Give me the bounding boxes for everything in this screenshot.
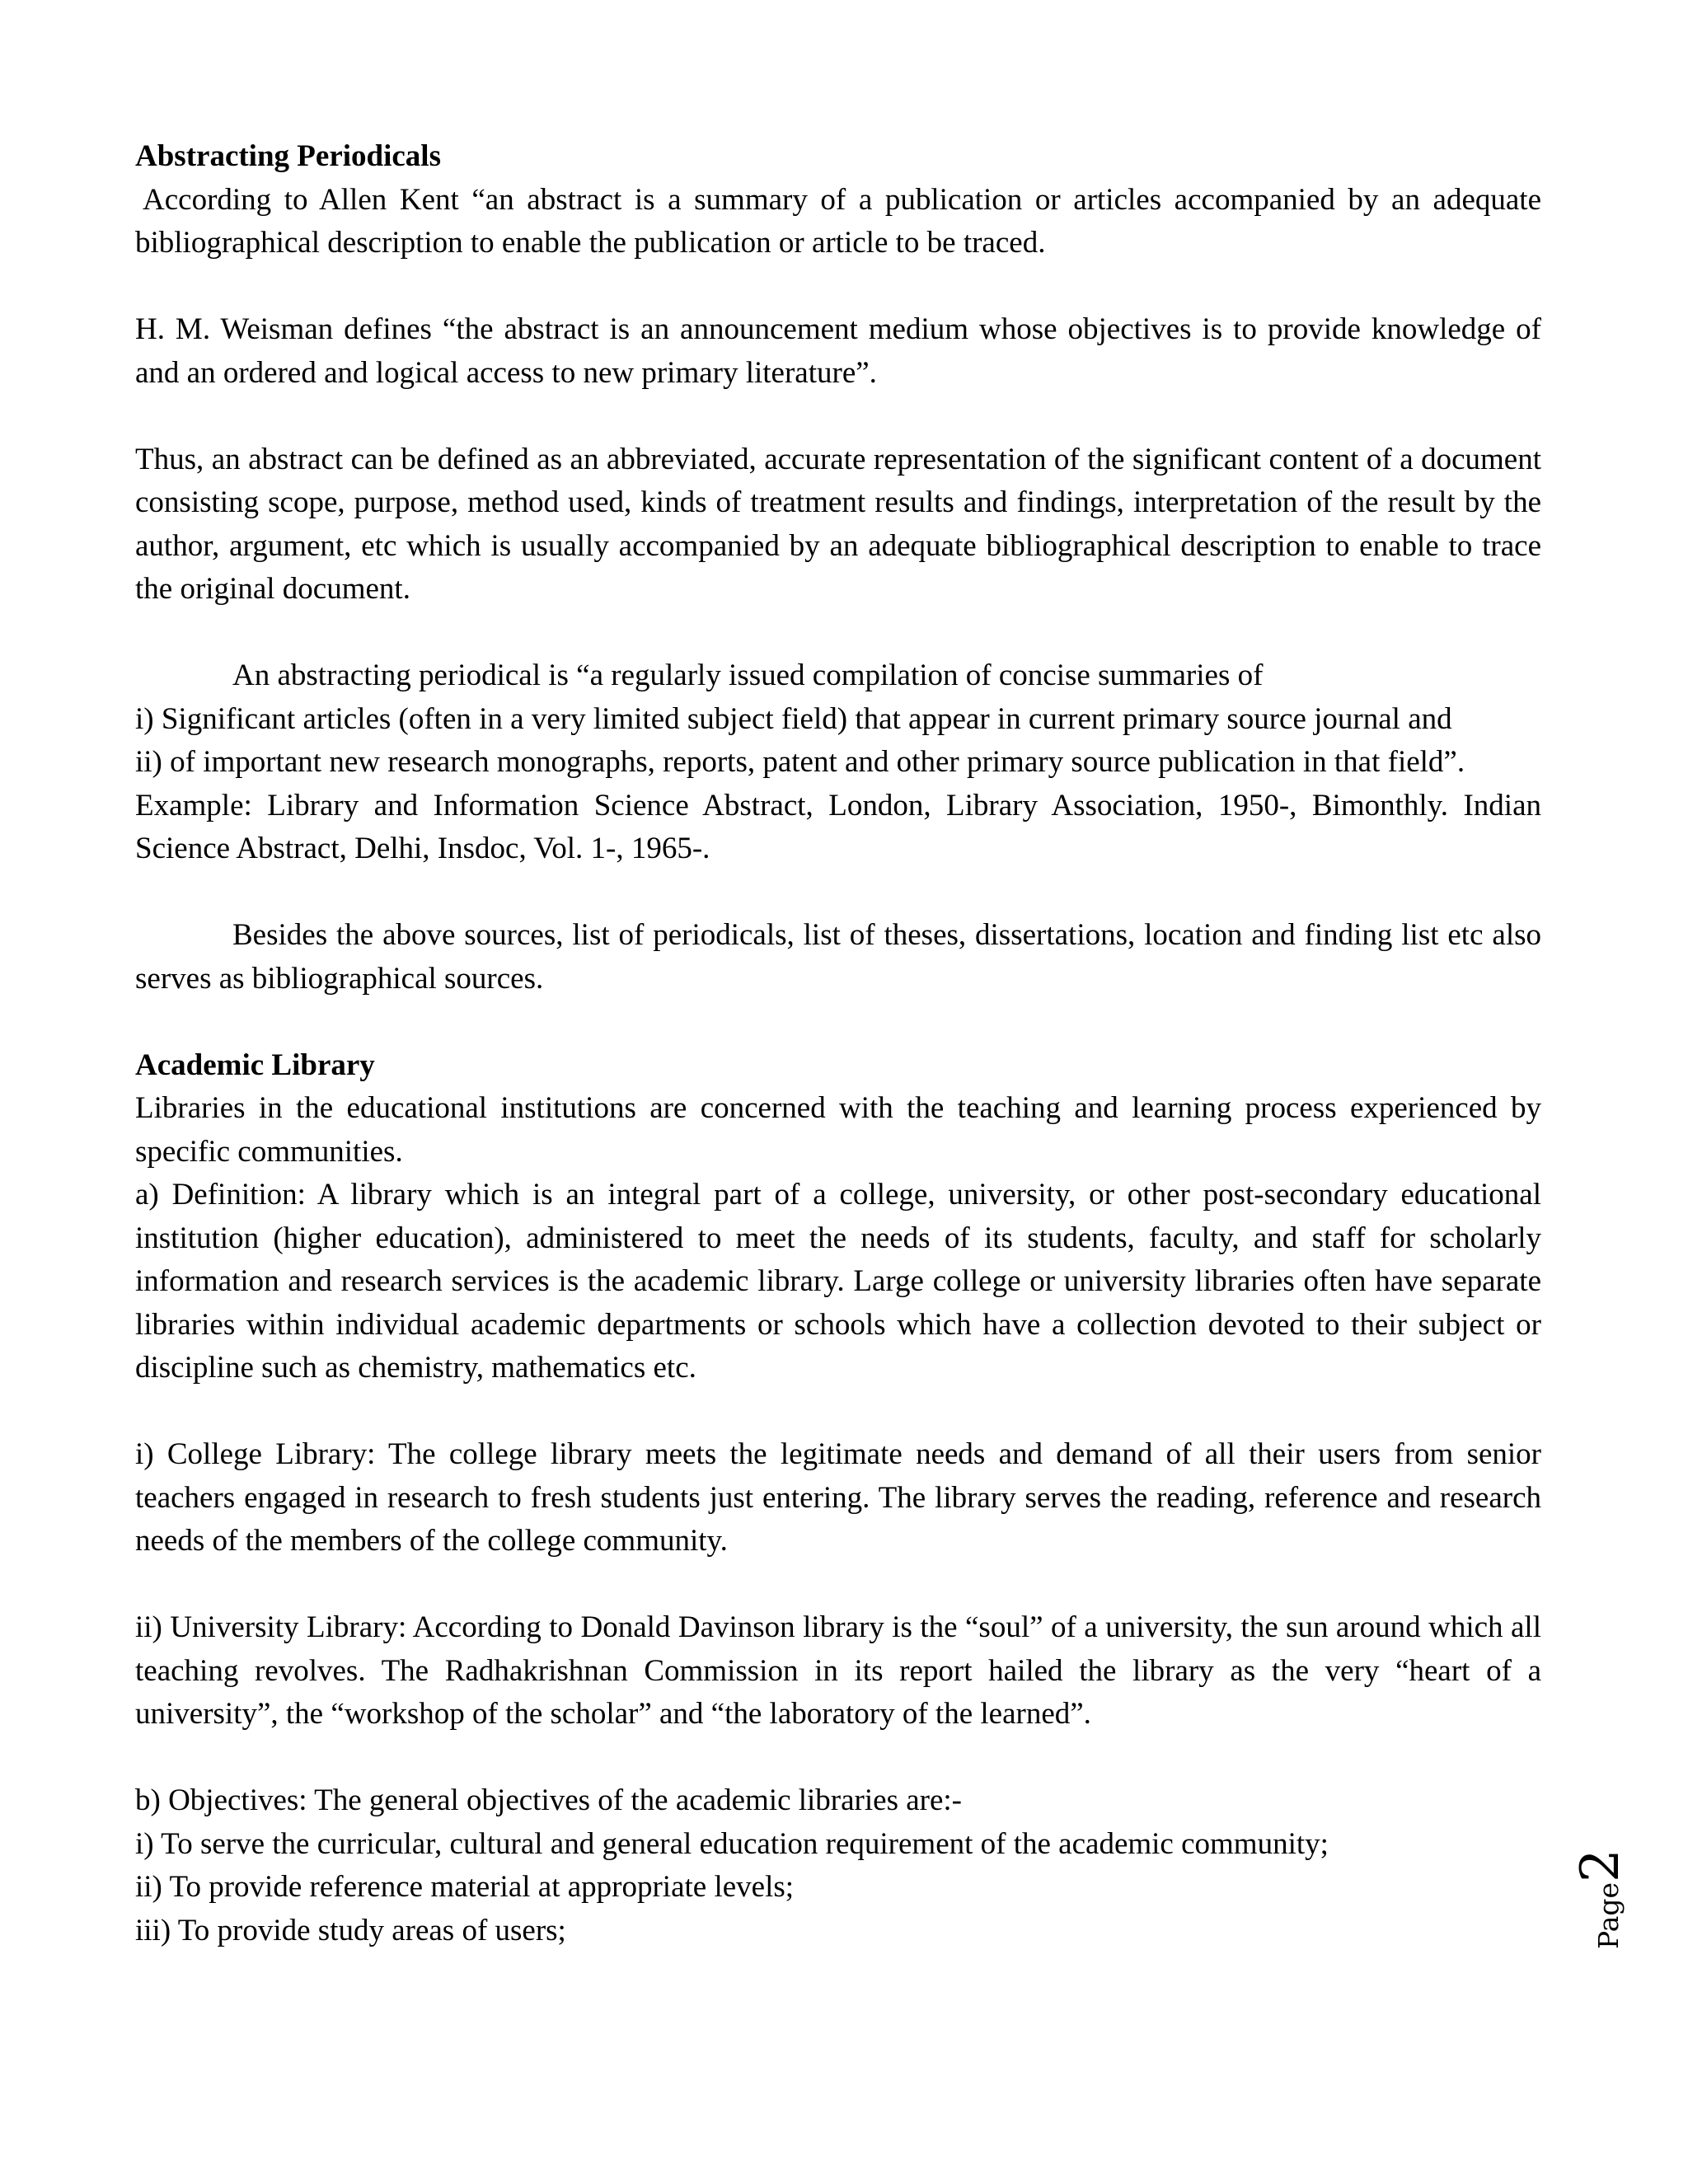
spacer: [135, 1563, 1541, 1607]
objective-item: ii) To provide reference material at appropriate levels;: [135, 1870, 795, 1904]
spacer: [135, 1736, 1541, 1780]
paragraph-allen-kent-definition: According to Allen Kent “an abstract is a summary of a publication or articles accompanied by an adequate bibliographical description to enable the publication or article to be traced.: [135, 182, 1541, 260]
spacer: [135, 395, 1541, 438]
objective-item: iii) To provide study areas of users;: [135, 1913, 566, 1947]
paragraph-weisman-definition: H. M. Weisman defines “the abstract is an announcement medium whose objectives is to provide knowledge of and an ordered and logical access to new primary literature”.: [135, 312, 1541, 390]
objective-item: i) To serve the curricular, cultural and general education requirement of the academic community;: [135, 1826, 1329, 1861]
section-heading-abstracting-periodicals: Abstracting Periodicals: [135, 139, 441, 173]
paragraph-examples: Example: Library and Information Science Abstract, London, Library Association, 1950-, Bimonthly. Indian Science Abstract, Delhi, Insdoc, Vol. 1-, 1965-.: [135, 788, 1541, 865]
list-item-significant-articles: i) Significant articles (often in a very limited subject field) that appear in current primary source journal and: [135, 701, 1452, 736]
paragraph-abstracting-periodical-intro: An abstracting periodical is “a regularly issued compilation of concise summaries of: [232, 658, 1264, 692]
objectives-intro: b) Objectives: The general objectives of the academic libraries are:-: [135, 1783, 962, 1817]
page-number-footer: [1570, 1817, 1669, 1949]
page-number: 2: [1570, 1849, 1631, 1882]
page-label: Page: [1592, 1882, 1625, 1949]
spacer: [135, 265, 1541, 309]
document-page: [135, 135, 1541, 1952]
spacer: [135, 871, 1541, 915]
list-item-research-monographs: ii) of important new research monographs, reports, patent and other primary source publication in that field”.: [135, 745, 1465, 779]
paragraph-definition: a) Definition: A library which is an integral part of a college, university, or other post-secondary educational institution (higher education), administered to meet the needs of its students, faculty, and staff for scholarly information and research services is the academic library. Large college or university libraries often have separate libraries within individual academic departments or schools which have a collection devoted to their subject or discipline such as chemistry, mathematics etc.: [135, 1178, 1541, 1385]
paragraph-college-library: i) College Library: The college library meets the legitimate needs and demand of all their users from senior teachers engaged in research to fresh students just entering. The library serves the reading, reference and research needs of the members of the college community.: [135, 1437, 1541, 1558]
spacer: [135, 1001, 1541, 1044]
section-heading-academic-library: Academic Library: [135, 1047, 375, 1082]
spacer: [135, 612, 1541, 655]
spacer: [135, 1390, 1541, 1434]
paragraph-academic-library-intro: Libraries in the educational institutions are concerned with the teaching and learning process experienced by specific communities.: [135, 1091, 1541, 1169]
paragraph-other-sources: Besides the above sources, list of periodicals, list of theses, dissertations, location and finding list etc also serves as bibliographical sources.: [135, 918, 1541, 996]
paragraph-abstract-definition: Thus, an abstract can be defined as an abbreviated, accurate representation of the significant content of a document consisting scope, purpose, method used, kinds of treatment results and findings, interpretation of the result by the author, argument, etc which is usually accompanied by an adequate bibliographical description to enable to trace the original document.: [135, 442, 1541, 606]
paragraph-university-library: ii) University Library: According to Donald Davinson library is the “soul” of a university, the sun around which all teaching revolves. The Radhakrishnan Commission in its report hailed the library as the very “heart of a university”, the “workshop of the scholar” and “the laboratory of the learned”.: [135, 1610, 1541, 1731]
